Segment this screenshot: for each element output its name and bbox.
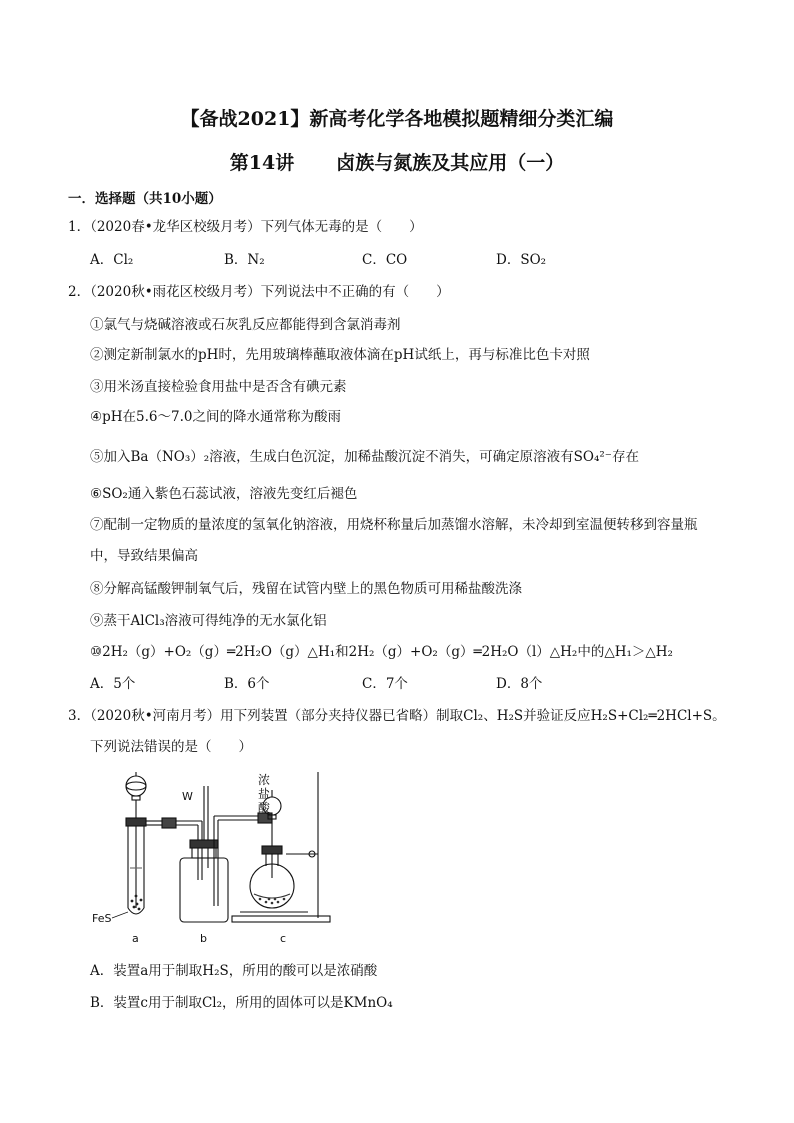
bottle-b xyxy=(180,858,228,922)
lecture-heading xyxy=(0,148,794,175)
question-1-stem: 1．（2020春•龙华区校级月考）下列气体无毒的是（ ） xyxy=(68,219,423,235)
funnel-band-a xyxy=(126,782,146,790)
section-label: 一．选择题（共10小题） xyxy=(68,191,222,207)
question-2-item-10: ⑩2H₂（g）+O₂（g）═2H₂O（g）△H₁和2H₂（g）+O₂（g）═2H₂O（l）△H₂中的△H₁＞△H₂ xyxy=(90,644,673,660)
question-2-item-6: ⑥SO₂通入紫色石蕊试液，溶液先变红后褪色 xyxy=(90,486,358,502)
question-2-item-7: ⑦配制一定物质的量浓度的氢氧化钠溶液，用烧杯称量后加蒸馏水溶解，未冷却到室温便转移到容量瓶 xyxy=(90,517,698,533)
question-1-option-b: B．N₂ xyxy=(224,252,265,268)
question-2-item-5: ⑤加入Ba（NO₃）₂溶液，生成白色沉淀，加稀盐酸沉淀不消失，可确定原溶液有SO₄²⁻存在 xyxy=(90,449,639,465)
stand-base xyxy=(232,916,330,922)
lecture-topic: 卤族与氮族及其应用（一） xyxy=(336,152,565,174)
label-c: c xyxy=(280,932,287,945)
question-3-stem-line-1: 3．（2020秋•河南月考）用下列装置（部分夹持仪器已省略）制取Cl₂、H₂S并验证反应H₂S+Cl₂═2HCl+S。 xyxy=(68,708,726,724)
question-2-item-2: ②测定新制氯水的pH时，先用玻璃棒蘸取液体滴在pH试纸上，再与标准比色卡对照 xyxy=(90,347,590,363)
label-b: b xyxy=(200,932,207,945)
page-title: 【备战2021】新高考化学各地模拟题精细分类汇编 xyxy=(180,108,614,130)
question-2-option-c: C．7个 xyxy=(362,676,408,692)
label-w: W xyxy=(182,790,193,803)
question-1-option-c: C．CO xyxy=(362,252,408,268)
apparatus-figure xyxy=(90,768,340,948)
question-2-item-4: ④pH在5.6～7.0之间的降水通常称为酸雨 xyxy=(90,409,341,425)
label-acid-1: 浓 xyxy=(258,773,271,787)
question-2-option-d: D．8个 xyxy=(496,676,543,692)
question-2-option-a: A．5个 xyxy=(90,676,136,692)
question-1-option-d: D．SO₂ xyxy=(496,252,547,268)
label-acid-3: 酸 xyxy=(258,801,271,815)
device-b xyxy=(180,786,266,922)
label-acid-2: 盐 xyxy=(258,787,271,801)
label-fes: FeS xyxy=(92,912,112,925)
question-2-stem: 2．（2020秋•雨花区校级月考）下列说法中不正确的有（ ） xyxy=(68,284,450,300)
question-3-stem-line-2: 下列说法错误的是（ ） xyxy=(90,739,252,755)
question-2-item-7-cont: 中，导致结果偏高 xyxy=(90,548,198,564)
stopcock-a xyxy=(132,796,140,800)
question-2-item-1: ①氯气与烧碱溶液或石灰乳反应都能得到含氯消毒剂 xyxy=(90,317,401,333)
question-1-option-a: A．Cl₂ xyxy=(90,252,134,268)
question-2-item-3: ③用米汤直接检验食用盐中是否含有碘元素 xyxy=(90,379,347,395)
question-2-item-9: ⑨蒸干AlCl₃溶液可得纯净的无水氯化铝 xyxy=(90,613,327,629)
funnel-bulb-a xyxy=(126,776,146,796)
question-2-item-8: ⑧分解高锰酸钾制氧气后，残留在试管内壁上的黑色物质可用稀盐酸洗涤 xyxy=(90,581,522,597)
device-c xyxy=(232,772,330,922)
question-2-option-b: B．6个 xyxy=(224,676,270,692)
question-3-option-a: A．装置a用于制取H₂S，所用的酸可以是浓硝酸 xyxy=(90,963,378,979)
lecture-number: 第14讲 xyxy=(229,152,295,174)
label-a: a xyxy=(132,932,139,945)
question-3-option-b: B．装置c用于制取Cl₂，所用的固体可以是KMnO₄ xyxy=(90,995,393,1011)
